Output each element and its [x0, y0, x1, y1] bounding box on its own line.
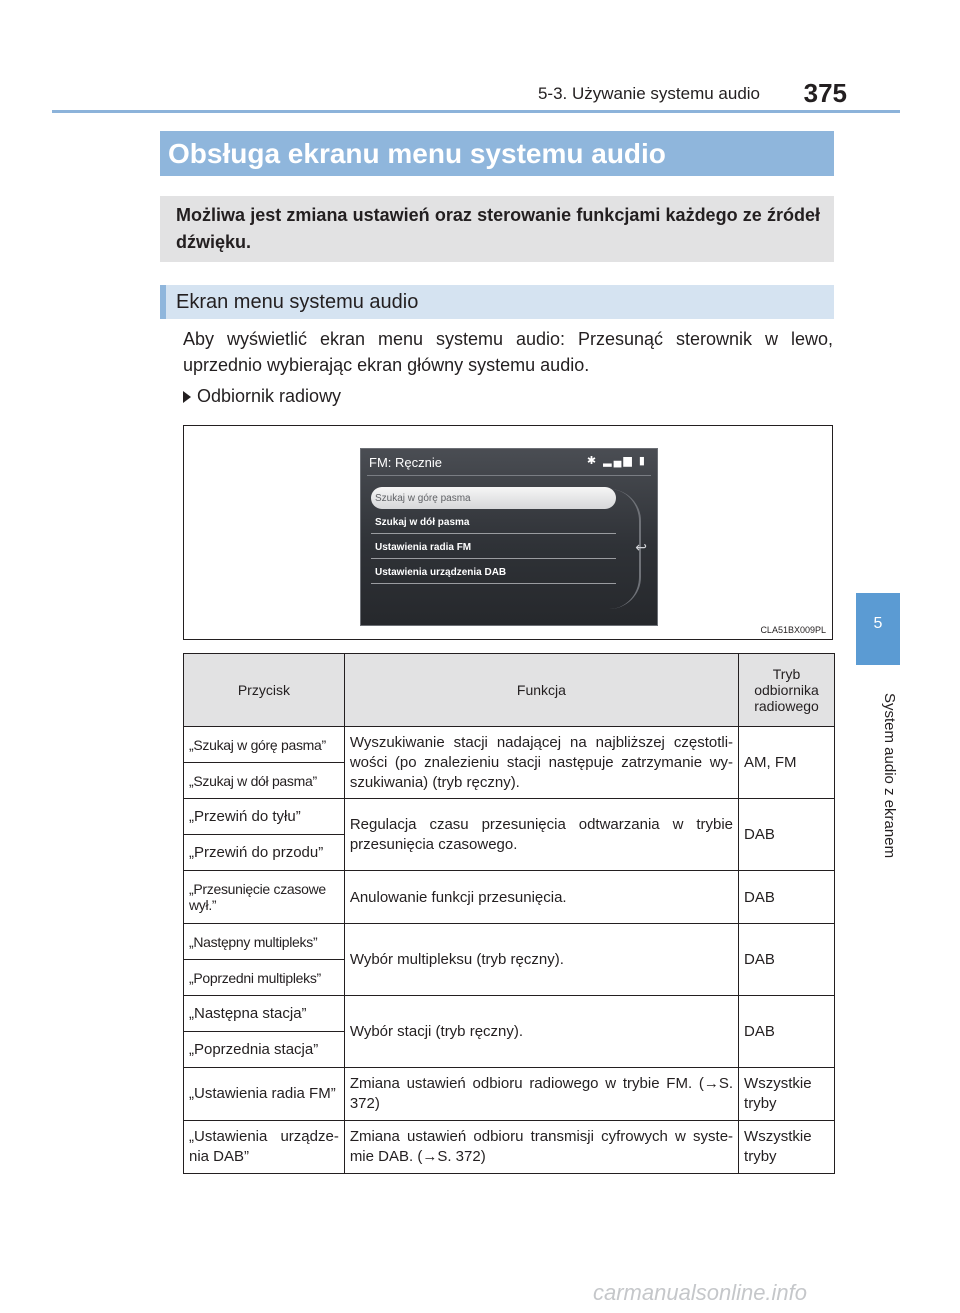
figure-code: CLA51BX009PL — [760, 625, 826, 635]
triangle-bullet-icon — [183, 391, 191, 403]
bullet-item — [183, 386, 341, 407]
chapter-side-label: System audio z ekranem — [881, 693, 898, 859]
button-cell: „Następna stacja” — [184, 996, 345, 1032]
button-cell: „Następny multipleks” — [184, 924, 345, 960]
table-row — [184, 924, 835, 960]
function-cell: Anulowanie funkcji przesunięcia. — [344, 871, 738, 924]
table-row — [184, 799, 835, 835]
screen-title: FM: Ręcznie — [369, 455, 442, 470]
mode-cell: DAB — [739, 871, 835, 924]
button-cell: „Szukaj w dół pasma” — [184, 763, 345, 799]
watermark: carmanualsonline.info — [593, 1280, 808, 1305]
table-row — [184, 1068, 835, 1121]
function-cell: Zmiana ustawień odbioru transmisji cyfrowych w syste-mie DAB. (→S. 372) — [344, 1121, 738, 1174]
menu-item-seek-down[interactable]: Szukaj w dół pasma — [371, 512, 616, 534]
section-body: Aby wyświetlić ekran menu systemu audio: Przesunąć sterownik w lewo, uprzednio wybierając ekran główny systemu audio. — [183, 329, 833, 375]
table-row — [184, 996, 835, 1032]
button-cell: „Ustawienia urządze-nia DAB” — [184, 1121, 345, 1174]
bullet-label: Odbiornik radiowy — [197, 386, 342, 406]
mode-cell: DAB — [739, 799, 835, 871]
header-function: Funkcja — [344, 654, 738, 727]
status-icons: ✱ ▂▄▆ ▮ — [586, 455, 647, 467]
button-cell: „Przewiń do przodu” — [184, 835, 345, 871]
back-icon[interactable]: ↩ — [635, 539, 647, 555]
function-table — [183, 653, 835, 1174]
function-cell: Zmiana ustawień odbioru radiowego w trybie FM. (→S. 372) — [344, 1068, 738, 1121]
intro-text: Możliwa jest zmiana ustawień oraz sterowanie funkcjami każdego ze źródeł dźwięku. — [160, 196, 834, 262]
mode-cell: AM, FM — [739, 727, 835, 799]
mode-cell: Wszystkie tryby — [739, 1121, 835, 1174]
button-cell: „Przewiń do tyłu” — [184, 799, 345, 835]
screen-divider — [367, 475, 651, 476]
header-rule — [52, 110, 900, 113]
button-cell: „Szukaj w górę pasma” — [184, 727, 345, 763]
menu-item-seek-up[interactable]: Szukaj w górę pasma — [371, 487, 616, 509]
figure-radio-menu — [183, 425, 833, 640]
mode-cell: Wszystkie tryby — [739, 1068, 835, 1121]
page-number: 375 — [803, 78, 847, 108]
function-cell: Wyszukiwanie stacji nadającej na najbliższej częstotli-wości (po znalezieniu stacji następuje zatrzymanie wy-szukiwania) (tryb ręczny). — [344, 727, 738, 799]
table-row — [184, 1121, 835, 1174]
button-cell: „Poprzedni multipleks” — [184, 960, 345, 996]
chapter-tab-number: 5 — [873, 615, 883, 632]
section-heading: Ekran menu systemu audio — [160, 285, 834, 319]
menu-item-dab-settings[interactable]: Ustawienia urządzenia DAB — [371, 562, 616, 584]
function-cell: Regulacja czasu przesunięcia odtwarzania w trybie przesunięcia czasowego. — [344, 799, 738, 871]
button-cell: „Ustawienia radia FM” — [184, 1068, 345, 1121]
display-screen — [360, 448, 658, 626]
table-header-row — [184, 654, 835, 727]
mode-cell: DAB — [739, 924, 835, 996]
button-cell: „Przesunięcie czasowe wył.” — [184, 871, 345, 924]
table-row — [184, 871, 835, 924]
table-row — [184, 727, 835, 763]
header-mode: Tryb odbiornika radiowego — [739, 654, 835, 727]
page-title: Obsługa ekranu menu systemu audio — [160, 131, 834, 176]
button-cell: „Poprzednia stacja” — [184, 1032, 345, 1068]
chapter-title: 5-3. Używanie systemu audio — [537, 84, 760, 103]
menu-item-fm-settings[interactable]: Ustawienia radia FM — [371, 537, 616, 559]
function-cell: Wybór stacji (tryb ręczny). — [344, 996, 738, 1068]
header-button: Przycisk — [184, 654, 345, 727]
function-cell: Wybór multipleksu (tryb ręczny). — [344, 924, 738, 996]
chapter-tab[interactable] — [856, 593, 900, 665]
mode-cell: DAB — [739, 996, 835, 1068]
